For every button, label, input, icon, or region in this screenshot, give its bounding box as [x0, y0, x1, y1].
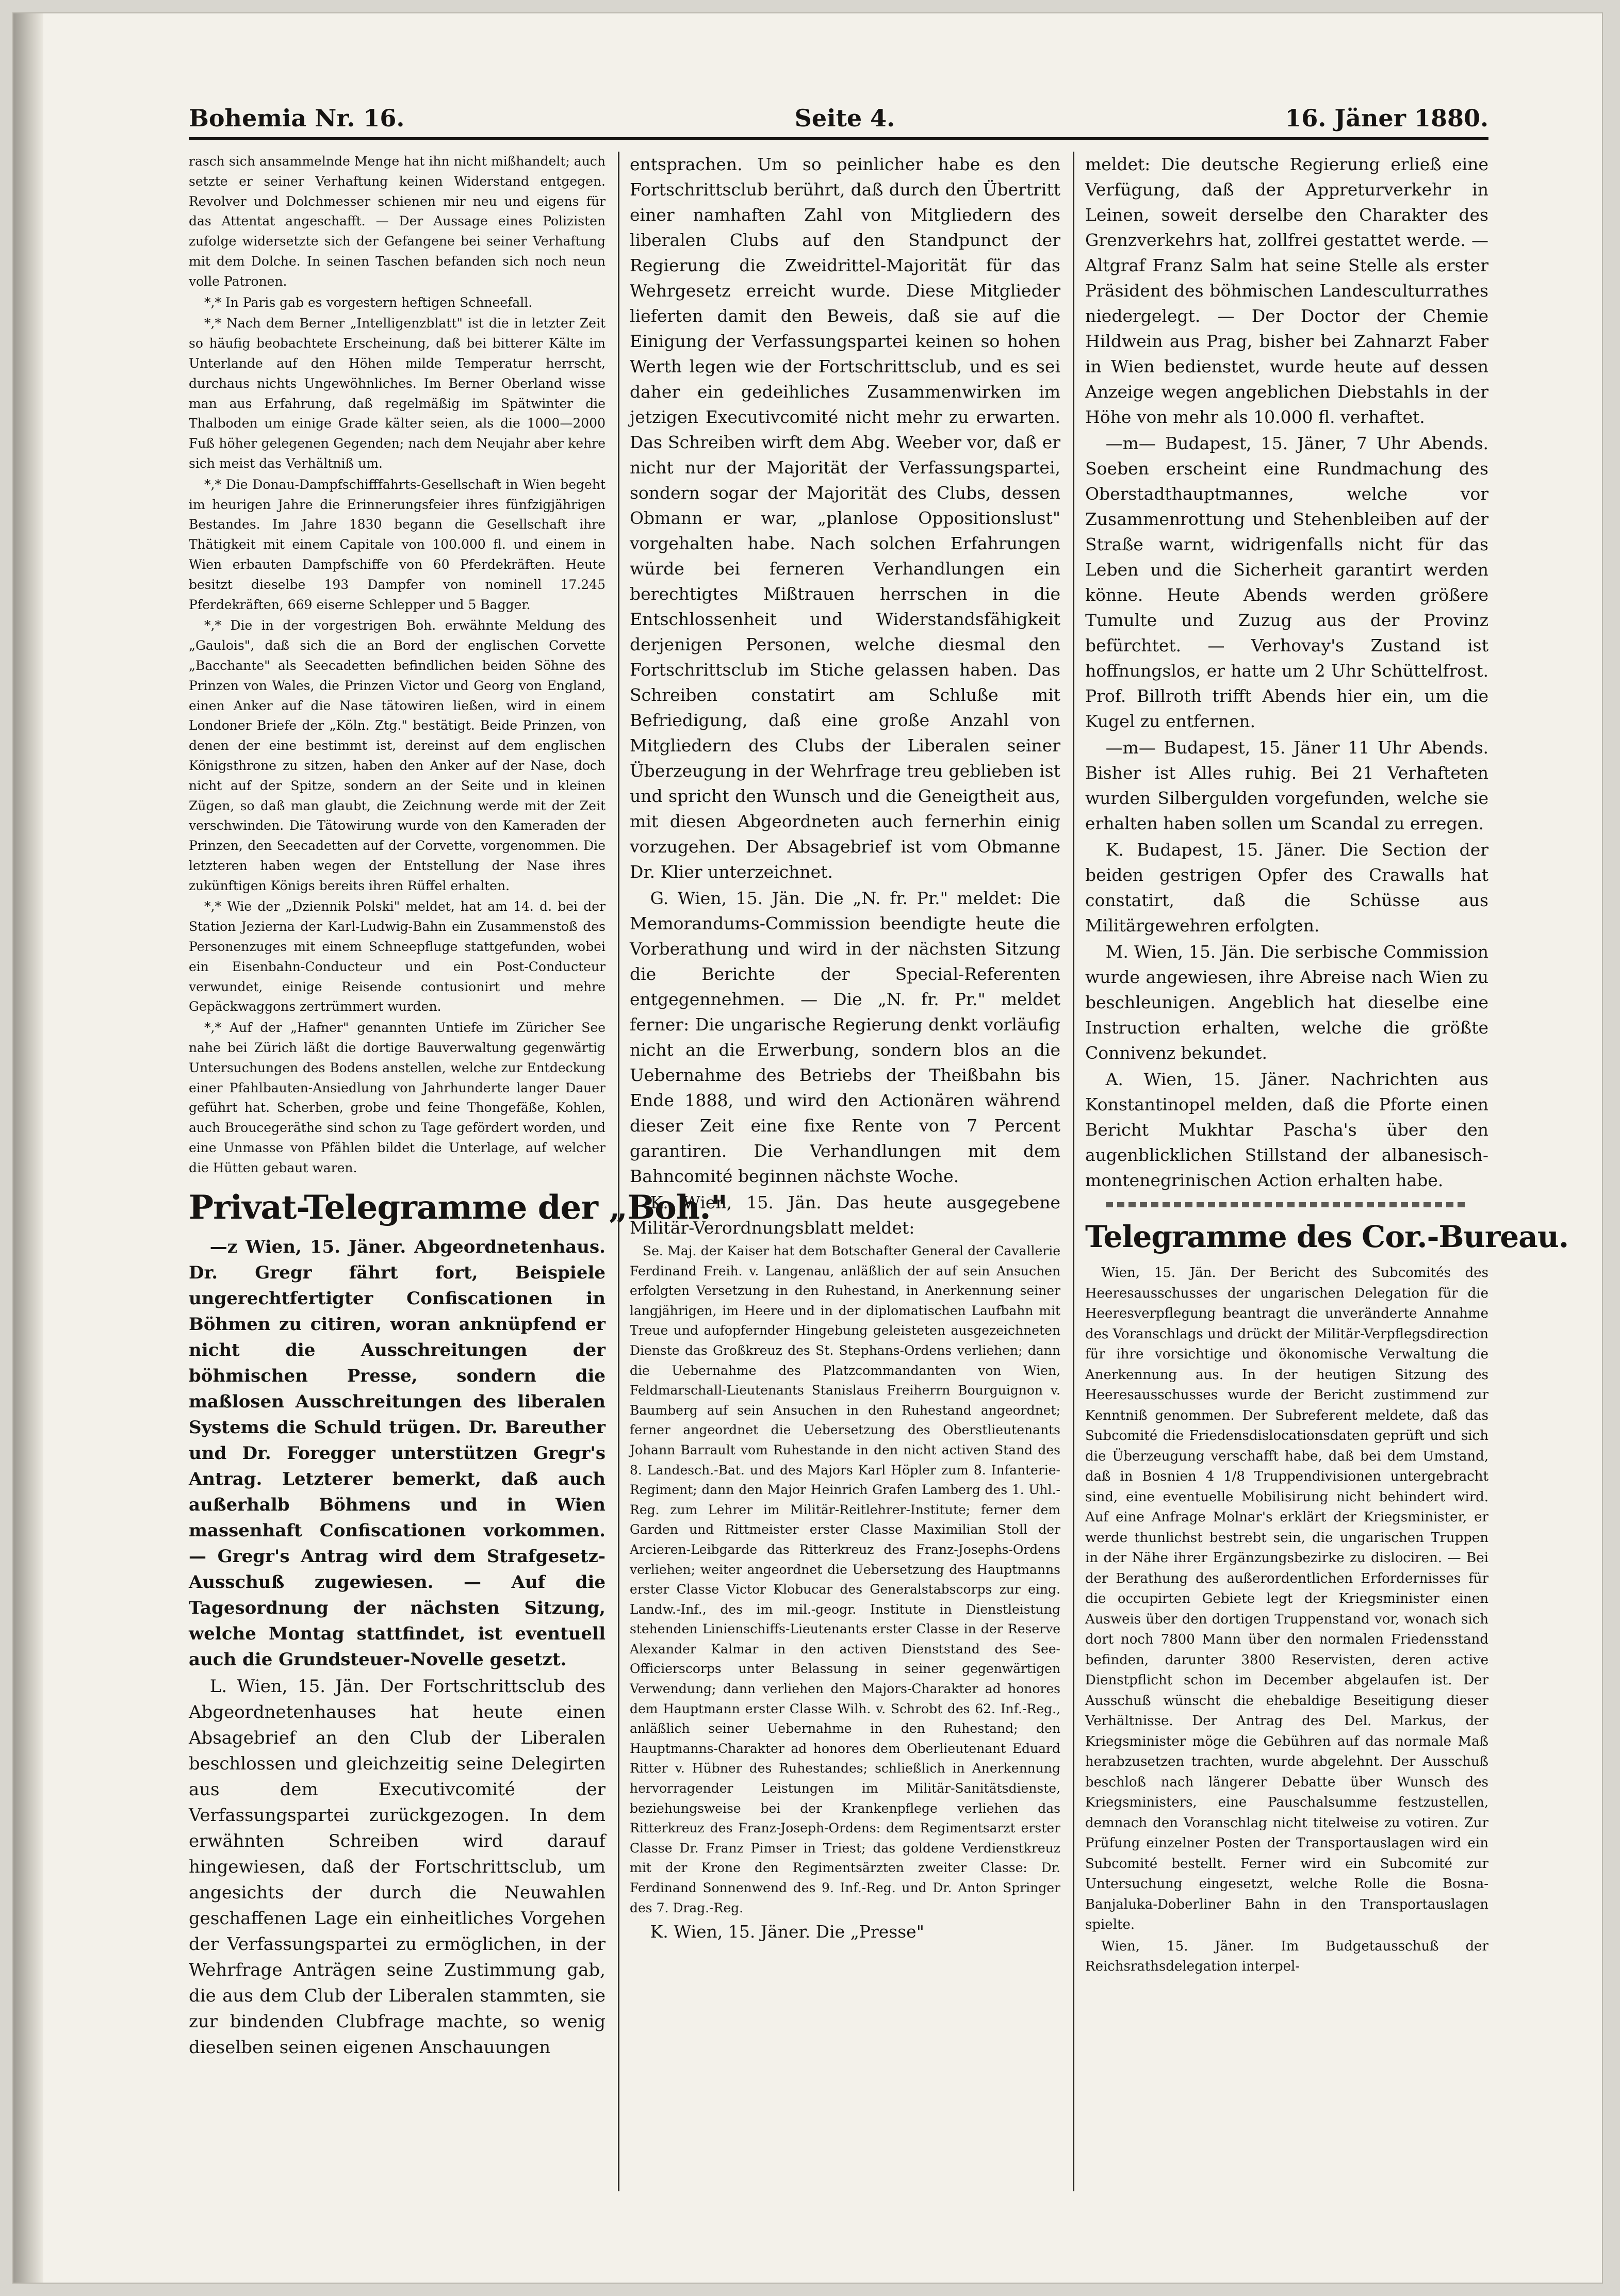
header-publication: Bohemia Nr. 16. — [189, 104, 405, 132]
telegram-item: —m— Budapest, 15. Jäner, 7 Uhr Abends. Soeben erscheint eine Rundmachung des Oberstadthauptmannes, welche vor Zusammenrottung und Stehenbleiben auf der Straße warnt, widrigenfalls nicht für das Leben und die Sicherheit garantirt werden könne. Heute Abends werden größere Tumulte und Zuzug aus der Provinz befürchtet. — Verhovay's Zustand ist hoffnungslos, er hatte um 2 Uhr Schüttelfrost. Prof. Billroth trifft Abends hier ein, um die Kugel zu entfernen. — [1085, 433, 1488, 731]
telegram-item: K. Budapest, 15. Jäner. Die Section der beiden gestrigen Opfer des Crawalls hat constatirt, daß die Schüsse aus Militärgewehren erfolgten. — [1085, 840, 1488, 936]
column-2 — [630, 152, 1060, 2191]
news-note: *,* Nach dem Berner „Intelligenzblatt" ist die in letzter Zeit so häufig beobachtete Erscheinung, daß bei bitterer Kälte im Unterlande auf den Höhen milde Temperatur herrscht, durchaus nichts Ungewöhnliches. Im Berner Oberland wisse man aus Erfahrung, daß regelmäßig im Spätwinter die Thalboden um einige Grade kälter seien, als die 1000—2000 Fuß höher gelegenen Gegenden; nach dem Neujahr aber kehre sich meist das Verhältniß um. — [189, 316, 606, 471]
telegram-item: K. Wien, 15. Jäner. Die „Presse" — [650, 1922, 924, 1942]
telegram-item: A. Wien, 15. Jäner. Nachrichten aus Konstantinopel melden, daß die Pforte einen Bericht Mukhtar Pascha's über den augenblicklichen Stillstand der albanesisch-montenegrinischen Action erhalten habe. — [1085, 1069, 1488, 1190]
column-rule — [1073, 152, 1074, 2191]
column-3 — [1085, 152, 1569, 2191]
header-rule — [189, 137, 1488, 140]
telegram-item: G. Wien, 15. Jän. Die „N. fr. Pr." meldet: Die Memorandums-Commission beendigte heute die Vorberathung und wird in der nächsten Sitzung die Berichte der Special-Referenten entgegennehmen. — Die „N. fr. Pr." meldet ferner: Die ungarische Regierung denkt vorläufig nicht an die Erwerbung, sondern blos an die Uebernahme des Betriebs der Theißbahn bis Ende 1888, und wird den Actionären während dieser Zeit eine fixe Rente von 7 Percent garantiren. Die Verhandlungen mit dem Bahncomité beginnen nächste Woche. — [630, 888, 1060, 1186]
header-page-number: Seite 4. — [794, 104, 895, 132]
telegram-item: —z Wien, 15. Jäner. Abgeordnetenhaus. Dr. Gregr fährt fort, Beispiele ungerechtfertigter Confiscationen in Böhmen zu citiren, woran anknüpfend er nicht die Ausschreitungen der böhmischen Presse, sondern die maßlosen Ausschreitungen des liberalen Systems die Schuld trügen. Dr. Bareuther und Dr. Foregger unterstützen Gregr's Antrag. Letzterer bemerkt, daß auch außerhalb Böhmens und in Wien massenhaft Confiscationen vorkommen. — Gregr's Antrag wird dem Strafgesetz-Ausschuß zugewiesen. — Auf die Tagesordnung der nächsten Sitzung, welche Montag stattfindet, ist eventuell auch die Grundsteuer-Novelle gesetzt. — [189, 1236, 606, 1670]
news-note: *,* Auf der „Hafner" genannten Untiefe im Züricher See nahe bei Zürich läßt die dortige Bauverwaltung gegenwärtig Untersuchungen des Bodens anstellen, welche zur Entdeckung einer Pfahlbauten-Ansiedlung von Jahrhunderte langer Dauer geführt hat. Scherben, grobe und feine Thongefäße, Kohlen, auch Broucegeräthe sind schon zu Tage gefördert worden, und eine Unmasse von Pfählen bildet die Unterlage, auf welcher die Hütten gebaut waren. — [189, 1020, 606, 1175]
news-note: *,* Wie der „Dziennik Polski" meldet, hat am 14. d. bei der Station Jezierna der Karl-Ludwig-Bahn ein Zusammenstoß des Personenzuges mit einem Schneepfluge stattgefunden, wobei ein Eisenbahn-Conducteur und ein Post-Conducteur verwundet, einige Reisende contusionirt und mehre Gepäckwaggons zertrümmert wurden. — [189, 899, 606, 1014]
news-note: *,* Die in der vorgestrigen Boh. erwähnte Meldung des „Gaulois", daß sich die an Bord der englischen Corvette „Bacchante" als Seecadetten befindlichen beiden Söhne des Prinzen von Wales, die Prinzen Victor und Georg von England, einen Anker auf die Nase tätowiren ließen, wird in einem Londoner Briefe der „Köln. Ztg." bestätigt. Beide Prinzen, von denen der eine bestimmt ist, dereinst auf dem englischen Königsthrone zu sitzen, haben den Anker auf der Nase, doch nicht auf der Spitze, sondern an der Seite und in kleinen Zügen, so daß man glaubt, die Zeichnung werde mit der Zeit verschwinden. Die Tätowirung wurde von den Kameraden der Prinzen, den Seecadetten auf der Corvette, vorgenommen. Die letzteren haben wegen der Entstellung der Nase ihres zukünftigen Königs bereits ihren Rüffel erhalten. — [189, 618, 606, 893]
telegram-item: meldet: Die deutsche Regierung erließ eine Verfügung, daß der Appreturverkehr in Leinen, soweit derselbe den Charakter des Grenzverkehrs hat, zollfrei gestattet werde. — Altgraf Franz Salm hat seine Stelle als erster Präsident des böhmischen Landesculturrathes niedergelegt. — Der Doctor der Chemie Hildwein aus Prag, bisher bei Zahnarzt Faber in Wien bedienstet, wurde heute auf dessen Anzeige wegen angeblichen Diebstahls in der Höhe von mehr als 10.000 fl. verhaftet. — [1085, 154, 1488, 427]
military-gazette-excerpt — [630, 1241, 1060, 1918]
header-date: 16. Jäner 1880. — [1285, 104, 1488, 132]
section-title-bureau-telegrams: Telegramme des Cor.-Bureau. — [1085, 1219, 1569, 1254]
newspaper-page — [13, 13, 1602, 2283]
telegram-item: Wien, 15. Jäner. Im Budgetausschuß der Reichsrathsdelegation interpel- — [1085, 1938, 1488, 1974]
news-note: *,* In Paris gab es vorgestern heftigen Schneefall. — [204, 294, 533, 310]
telegram-item: —m— Budapest, 15. Jäner 11 Uhr Abends. Bisher ist Alles ruhig. Bei 21 Verhafteten wurden Silbergulden vorgefunden, welche sie erhalten haben sollen um Scandal zu erregen. — [1085, 737, 1488, 833]
telegram-item: M. Wien, 15. Jän. Die serbische Commission wurde angewiesen, ihre Abreise nach Wien zu beschleunigen. Angeblich hat dieselbe eine Instruction erhalten, welche die größte Connivenz bekundet. — [1085, 942, 1488, 1063]
news-note: rasch sich ansammelnde Menge hat ihn nicht mißhandelt; auch setzte er seiner Verhaftung keinen Widerstand entgegen. Revolver und Dolchmesser schienen mir neu und eigens für das Attentat angeschafft. — Der Aussage eines Polizisten zufolge widersetzte sich der Gefangene bei seiner Verhaftung mit dem Dolche. In seinen Taschen befanden sich noch neun volle Patronen. — [189, 154, 606, 289]
telegram-item: L. Wien, 15. Jän. Der Fortschrittsclub des Abgeordnetenhauses hat heute einen Absagebrief an den Club der Liberalen beschlossen und gleichzeitig seine Delegirten aus dem Executivcomité der Verfassungspartei zurückgezogen. In dem erwähnten Schreiben wird darauf hingewiesen, daß der Fortschrittsclub, um angesichts der durch die Neuwahlen geschaffenen Lage ein einheitliches Vorgehen der Verfassungspartei zu ermöglichen, in der Wehrfrage Anträgen seine Zustimmung gab, die aus dem Club der Liberalen stammten, sie zur bindenden Clubfrage machte, so wenig dieselben seinen eigenen Anschauungen — [189, 1676, 606, 2058]
telegram-item: Wien, 15. Jän. Der Bericht des Subcomités des Heeresausschusses der ungarischen Delegation für die Heeresverpflegung beantragt die unveränderte Annahme des Voranschlags und drückt der Militär-Verpflegsdirection für ihre vorsichtige und ökonomische Verwaltung die Anerkennung aus. In der heutigen Sitzung des Heeresausschusses wurde der Bericht zustimmend zur Kenntniß genommen. Der Subreferent meldete, daß das Subcomité die Friedensdislocationsdaten geprüft und sich die Überzeugung verschafft habe, daß bei dem Umstand, daß in Bosnien 4 1/8 Truppendivisionen untergebracht sind, eine eventuelle Mobilisirung nicht behindert wird. Auf eine Anfrage Molnar's erklärt der Kriegsminister, er werde thunlichst bestrebt sein, die ungarischen Truppen in der Nähe ihrer Ergänzungsbezirke zu dislociren. — Bei der Berathung des außerordentlichen Erfordernisses für die occupirten Gebiete legt der Kriegsminister einen Ausweis über den dortigen Truppenstand vor, wonach sich dort noch 7800 Mann über den normalen Friedensstand befinden, darunter 3800 Reservisten, deren active Dienstpflicht schon im December abgelaufen ist. Der Ausschuß wünscht die ehebaldige Beseitigung dieser Verhältnisse. Der Antrag des Del. Markus, der Kriegsminister möge die Gebühren auf das normale Maß herabzusetzen trachten, wurde abgelehnt. Der Ausschuß beschloß nach längerer Debatte über Wunsch des Kriegsministers, eine Pauschalsumme festzustellen, demnach den Voranschlag nicht titelweise zu votiren. Zur Prüfung einzelner Posten der Transportauslagen wird ein Subcomité bestellt. Ferner wird ein Subcomité zur Untersuchung eingesetzt, welche Rolle die Bosna-Banjaluka-Doberliner Bahn in den Transportauslagen spielte. — [1085, 1265, 1488, 1932]
gazette-text: Se. Maj. der Kaiser hat dem Botschafter General der Cavallerie Ferdinand Freih. v. Langenau, anläßlich der auf sein Ansuchen erfolgten Versetzung in den Ruhestand, in Anerkennung seiner langjährigen, im Heere und in der diplomatischen Laufbahn mit Treue und aufopfernder Hingebung geleisteten ausgezeichneten Dienste das Großkreuz des St. Stephans-Ordens verliehen; dann die Uebernahme des Platzcommandanten von Wien, Feldmarschall-Lieutenants Stanislaus Freiherrn Bourguignon v. Baumberg auf sein Ansuchen in den Ruhestand angeordnet; ferner angeordnet die Uebersetzung des Oberstlieutenants Johann Barrault vom Ruhestande in den nicht activen Stand des 8. Landesch.-Bat. und des Majors Karl Höpler zum 8. Infanterie-Regiment; dann den Major Heinrich Grafen Lamberg des 1. Uhl.-Reg. zum Lehrer im Militär-Reitlehrer-Institute; ferner dem Garden und Rittmeister erster Classe Maximilian Stoll der Arcieren-Leibgarde das Ritterkreuz des Franz-Josephs-Ordens verliehen; weiter angeordnet die Uebersetzung des Hauptmanns erster Classe Victor Klobucar des Generalstabscorps zur eing. Landw.-Inf., des im mil.-geogr. Institute in Dienstleistung stehenden Linienschiffs-Lieutenants erster Classe in der Reserve Alexander Kalmar in den activen Dienststand des See-Officierscorps unter Belassung in seiner gegenwärtigen Verwendung; dann verliehen den Majors-Charakter ad honores dem Hauptmann erster Classe Wilh. v. Schrobt des 62. Inf.-Reg., anläßlich seiner Uebernahme in den Ruhestand; den Hauptmanns-Charakter ad honores dem Oberlieutenant Eduard Ritter v. Hübner des Ruhestandes; schließlich in Anerkennung hervorragender Leistungen im Militär-Sanitätsdienste, beziehungsweise bei der Krankenpflege verliehen das Ritterkreuz des Franz-Joseph-Ordens: dem Regimentsarzt erster Classe Dr. Franz Pimser in Triest; das goldene Verdienstkreuz mit der Krone den Regimentsärzten zweiter Classe: Dr. Ferdinand Sonnenwend des 9. Inf.-Reg. und Dr. Anton Springer des 7. Drag.-Reg. — [630, 1243, 1060, 1915]
news-note: *,* Die Donau-Dampfschifffahrts-Gesellschaft in Wien begeht im heurigen Jahre die Erinnerungsfeier ihres fünfzigjährigen Bestandes. Im Jahre 1830 begann die Gesellschaft ihre Thätigkeit mit einem Capitale von 100.000 fl. und einem in Wien erbauten Dampfschiffe von 60 Pferdekräften. Heute besitzt dieselbe 193 Dampfer von nominell 17.245 Pferdekräften, 669 eiserne Schlepper und 5 Bagger. — [189, 477, 606, 612]
column-rule — [618, 152, 619, 2191]
section-title-private-telegrams: Privat-Telegramme der „Boh." — [189, 1188, 727, 1227]
page-binding-shadow — [13, 13, 43, 2283]
section-divider — [1106, 1202, 1468, 1207]
telegram-item: entsprachen. Um so peinlicher habe es den Fortschrittsclub berührt, daß durch den Übertritt einer namhaften Zahl von Mitgliedern des liberalen Clubs auf den Standpunct der Regierung die Zweidrittel-Majorität für das Wehrgesetz erreicht wurde. Diese Mitglieder lieferten damit den Beweis, daß sie auf die Einigung der Verfassungspartei keinen so hohen Werth legen wie der Fortschrittsclub, und es sei daher ein gedeihliches Zusammenwirken im jetzigen Executivcomité nicht mehr zu erwarten. Das Schreiben wirft dem Abg. Weeber vor, daß er nicht nur der Majorität der Verfassungspartei, sondern sogar der Majorität des Clubs, dessen Obmann er war, „planlose Oppositionslust" vorgehalten habe. Nach solchen Erfahrungen würde bei ferneren Verhandlungen ein berechtigtes Mißtrauen herrschen in die Entschlossenheit und Widerstandsfähigkeit derjenigen Personen, welche diesmal den Fortschrittsclub im Stiche gelassen haben. Das Schreiben constatirt am Schluße mit Befriedigung, daß eine große Anzahl von Mitgliedern des Clubs der Liberalen seiner Überzeugung in der Wehrfrage treu geblieben ist und spricht den Wunsch und die Geneigtheit aus, mit diesen Abgeordneten auch fernerhin einig vorzugehen. Der Absagebrief ist vom Obmanne Dr. Klier unterzeichnet. — [630, 154, 1060, 882]
page-header — [189, 91, 1488, 132]
column-1 — [189, 152, 727, 2191]
telegram-item: K. Wien, 15. Jän. Das heute ausgegebene Militär-Verordnungsblatt meldet: — [630, 1192, 1060, 1238]
